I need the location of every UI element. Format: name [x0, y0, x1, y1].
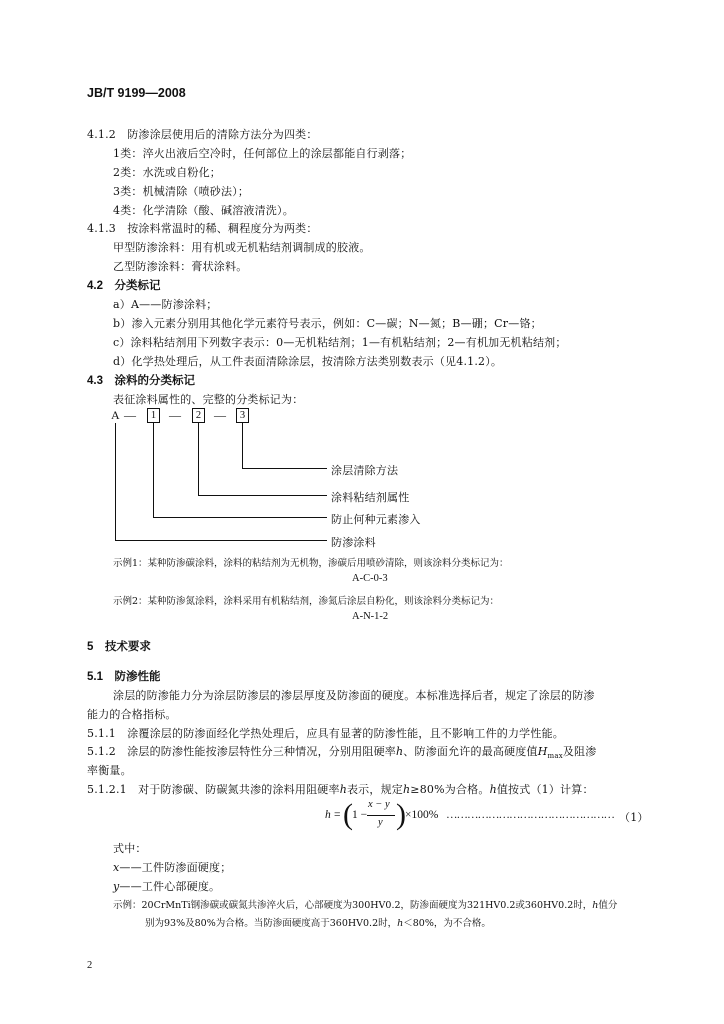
formula-denominator: y: [378, 817, 383, 828]
list-item: 4类：化学清除（酸、碱溶液清洗）。: [113, 204, 294, 217]
paragraph: 涂层的防渗能力分为涂层防渗层的渗层厚度及防渗面的硬度。本标准选择后者，规定了涂层的防渗: [113, 689, 595, 702]
section-4-2-title: 4.2 分类标记: [87, 280, 161, 292]
diagram-box-3: 3: [236, 408, 249, 423]
formula-equals: =: [334, 809, 341, 821]
list-item: 甲型防渗涂料：用有机或无机粘结剂调制成的胶液。: [113, 241, 371, 254]
formula-dots: …………………………………………: [446, 809, 614, 821]
section-5-1-2-line1: 5.1.2 涂层的防渗性能按渗层特性分三种情况，分别用阻硬率h、防渗面允许的最高硬度值$H_{max}$及阻渗: [87, 745, 597, 761]
section-5-1-1: 5.1.1 涂覆涂层的防渗面经化学热处理后，应具有显著的防渗性能，且不影响工件的力学性能。: [87, 727, 564, 740]
diagram-dash: —: [214, 408, 226, 422]
diagram-box-1: 1: [147, 408, 160, 423]
connector-line: [115, 423, 116, 540]
diagram-box-2: 2: [192, 408, 205, 423]
formula-one-minus: 1 −: [352, 809, 368, 821]
list-item: a）A——防渗涂料；: [113, 298, 218, 311]
formula-times: ×100%: [405, 809, 439, 821]
list-item: c）涂料粘结剂用下列数字表示：0—无机粘结剂；1—有机粘结剂；2—有机加无机粘结剂；: [113, 336, 567, 349]
section-5-title: 5 技术要求: [87, 641, 151, 653]
section-5-1-title: 5.1 防渗性能: [87, 671, 161, 683]
list-item: 3类：机械清除（喷砂法）；: [113, 185, 250, 198]
connector-line: [198, 423, 199, 495]
section-4-1-3-title: 4.1.3 按涂料常温时的稀、稠程度分为两类：: [87, 222, 318, 235]
connector-line: [242, 468, 327, 469]
diagram-label-binder: 涂料粘结剂属性: [331, 491, 410, 504]
connector-line: [115, 540, 327, 541]
example-2: 示例2：某种防渗氮涂料，涂料采用有机粘结剂，渗氮后涂层自粉化，则该涂料分类标记为：: [113, 596, 500, 607]
list-item: b）渗入元素分别用其他化学元素符号表示，例如：C—碳；N—氮；B—硼；Cr—铬；: [113, 317, 542, 330]
where-y: y——工件心部硬度。: [113, 880, 221, 893]
section-5-1-2-1: 5.1.2.1 对于防渗碳、防碳氮共渗的涂料用阻硬率h表示，规定h≥80%为合格。h值按式（1）计算：: [87, 783, 594, 796]
formula-paren-left: (: [343, 798, 353, 831]
connector-line: [198, 495, 327, 496]
where-x: x——工件防渗面硬度；: [113, 861, 232, 874]
formula-paren-right: ): [396, 798, 406, 831]
connector-line: [153, 423, 154, 517]
formula-lhs: h: [325, 809, 331, 821]
section-4-1-2-title: 4.1.2 防渗涂层使用后的清除方法分为四类：: [87, 128, 318, 141]
section-4-3-intro: 表征涂料属性的、完整的分类标记为：: [113, 393, 304, 406]
section-5-1-2-line2: 率衡量。: [87, 764, 132, 777]
example-1: 示例1：某种防渗碳涂料，涂料的粘结剂为无机物，渗碳后用喷砂清除，则该涂料分类标记为：: [113, 558, 509, 569]
diagram-dash: —: [124, 408, 136, 422]
example-2-code: A-N-1-2: [352, 611, 389, 622]
connector-line: [153, 517, 327, 518]
formula-number: （1）: [619, 811, 649, 824]
diagram-dash: —: [169, 408, 181, 422]
diagram-lead-letter: A: [111, 408, 120, 422]
paragraph: 能力的合格指标。: [87, 708, 177, 721]
diagram-label-removal-method: 涂层清除方法: [331, 464, 399, 477]
diagram-label-element: 防止何种元素渗入: [331, 513, 421, 526]
fraction-bar: [367, 815, 395, 816]
example-1-code: A-C-0-3: [352, 573, 388, 584]
connector-line: [242, 423, 243, 468]
diagram-label-coating: 防渗涂料: [331, 536, 376, 549]
page-number: 2: [87, 960, 93, 971]
example-3-line1: 示例：20CrMnTi钢渗碳或碳氮共渗淬火后，心部硬度为300HV0.2，防渗面硬度为321HV0.2或360HV0.2时，h值分: [113, 900, 618, 911]
example-3-line2: 别为93%及80%为合格。当防渗面硬度高于360HV0.2时，h＜80%，为不合格。: [145, 918, 491, 929]
list-item: d）化学热处理后，从工件表面清除涂层，按清除方法类别数表示（见4.1.2）。: [113, 355, 503, 368]
section-4-3-title: 4.3 涂料的分类标记: [87, 375, 195, 387]
formula-numerator: x − y: [368, 799, 390, 810]
list-item: 乙型防渗涂料：膏状涂料。: [113, 260, 248, 273]
document-number: JB/T 9199—2008: [87, 86, 186, 100]
list-item: 1类：淬火出液后空冷时，任何部位上的涂层都能自行剥落；: [113, 147, 412, 160]
list-item: 2类：水洗或自粉化；: [113, 166, 221, 179]
where-title: 式中：: [113, 842, 147, 855]
